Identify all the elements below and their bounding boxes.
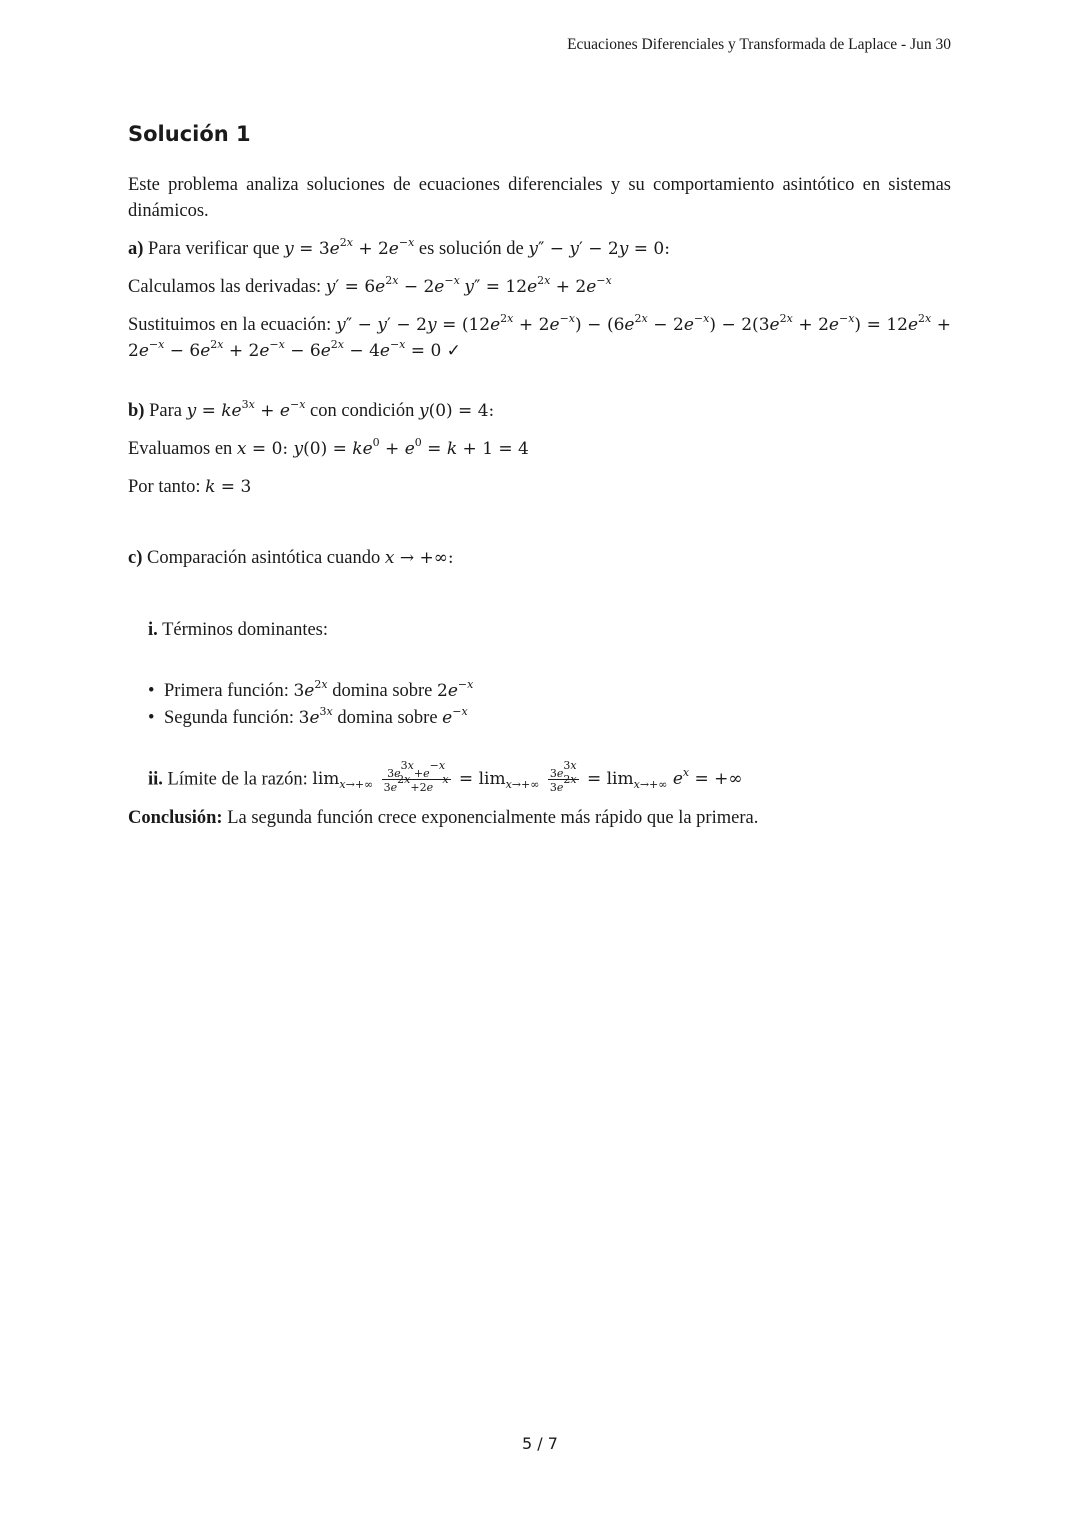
bullet-2-weak-term: $e^{-x}$ (442, 705, 468, 728)
therefore-lead: Por tanto: (128, 476, 201, 497)
part-b-evaluation (128, 437, 951, 463)
substitution-equation: $y'' - y' - 2y = (12e^{2x} + 2e^{-x}) - (6e^{2x} - 2e^{-x}) - 2(3e^{2x} + 2e^{-x}) = 12e^{2x} + 2e^{-x} - 6e^{2x} + 2e^{-x} - 6e^{2x} - 4e^{-x} = 0$ ✓ (128, 311, 952, 361)
bullet-1-term: $3e^{2x}$ (293, 678, 328, 702)
part-a-substitution (128, 313, 951, 365)
limit-direction: x → +∞: (384, 548, 454, 569)
bullet-2-lead: Segunda función: (164, 708, 294, 728)
page-number: 5 / 7 (522, 1434, 558, 1453)
derivatives-lead: Calculamos las derivadas: (128, 277, 322, 298)
dominant-terms-heading (128, 618, 951, 644)
evaluation-lead: Evaluamos en (128, 438, 233, 459)
k-value: k = 3 (205, 476, 252, 497)
part-b-function: $y = ke^{3x} + e^{-x}$ (186, 397, 306, 421)
evaluation-equation: x = 0: $y(0) = ke^0 + e^0 = k + 1 = 4$ (236, 435, 529, 459)
subpart-i-text: Términos dominantes: (162, 620, 329, 641)
part-b-lead: Para (149, 400, 182, 421)
bullet-2-dominates: domina sobre (337, 708, 438, 728)
ratio-limit (128, 758, 951, 795)
first-derivative: $y' = 6e^{2x} - 2e^{-x}$ (325, 274, 460, 298)
solution-title: Solución 1 (128, 122, 251, 146)
bullet-1-lead: Primera función: (164, 681, 289, 702)
part-a-ode: y″ − y′ − 2y = 0: (528, 239, 670, 260)
document-body (128, 120, 951, 844)
conclusion-label: Conclusión: (128, 807, 223, 828)
running-header: Ecuaciones Diferenciales y Transformada de Laplace - Jun 30 (567, 36, 951, 53)
subpart-ii-label: ii. (148, 769, 163, 790)
second-derivative: $y'' = 12e^{2x} + 2e^{-x}$ (464, 274, 612, 298)
subpart-ii-text: Límite de la razón: (167, 769, 308, 790)
bullet-1-dominates: domina sobre (332, 681, 433, 702)
conclusion-text: La segunda función crece exponencialmente más rápido que la primera. (227, 807, 759, 828)
subpart-i-label: i. (148, 620, 158, 641)
initial-condition: y(0) = 4: (418, 400, 495, 421)
part-c-label: c) (128, 548, 143, 569)
part-b-result (128, 475, 951, 501)
bullet-1-weak-term: $2e^{-x}$ (437, 678, 474, 702)
intro-paragraph: Este problema analiza soluciones de ecuaciones diferenciales y su comportamiento asintótico en sistemas dinámicos. (128, 175, 951, 222)
conclusion (128, 806, 951, 832)
substitution-lead: Sustituimos en la ecuación: (128, 314, 332, 335)
ratio-limit-equation: $\lim_{x\to+\infty}$ $\frac{3e^{3x}+e^{-x}}{3e^{2x}+2e^{-x}}$ = $\lim_{x\to+\infty}$ $\frac{3e^{3x}}{3e^{2x}}$ = $\lim_{x\to+\infty} e^x$ = +∞ (312, 758, 743, 795)
part-a-function: $y = 3e^{2x} + 2e^{-x}$ (284, 236, 415, 260)
part-b-mid: con condición (310, 400, 415, 421)
part-b-statement (128, 399, 951, 425)
part-a-mid: es solución de (418, 239, 524, 260)
part-a-lead: Para verificar que (148, 239, 280, 260)
part-a-derivatives (128, 275, 951, 301)
bullet-2-term: $3e^{3x}$ (298, 705, 333, 728)
part-a-statement (128, 237, 951, 263)
part-a-label: a) (128, 239, 144, 260)
list-item (148, 705, 951, 732)
part-c-statement (128, 546, 951, 572)
dominant-terms-list (148, 678, 951, 732)
part-b-label: b) (128, 400, 145, 421)
part-c-lead: Comparación asintótica cuando (147, 548, 381, 569)
list-item (148, 678, 951, 705)
